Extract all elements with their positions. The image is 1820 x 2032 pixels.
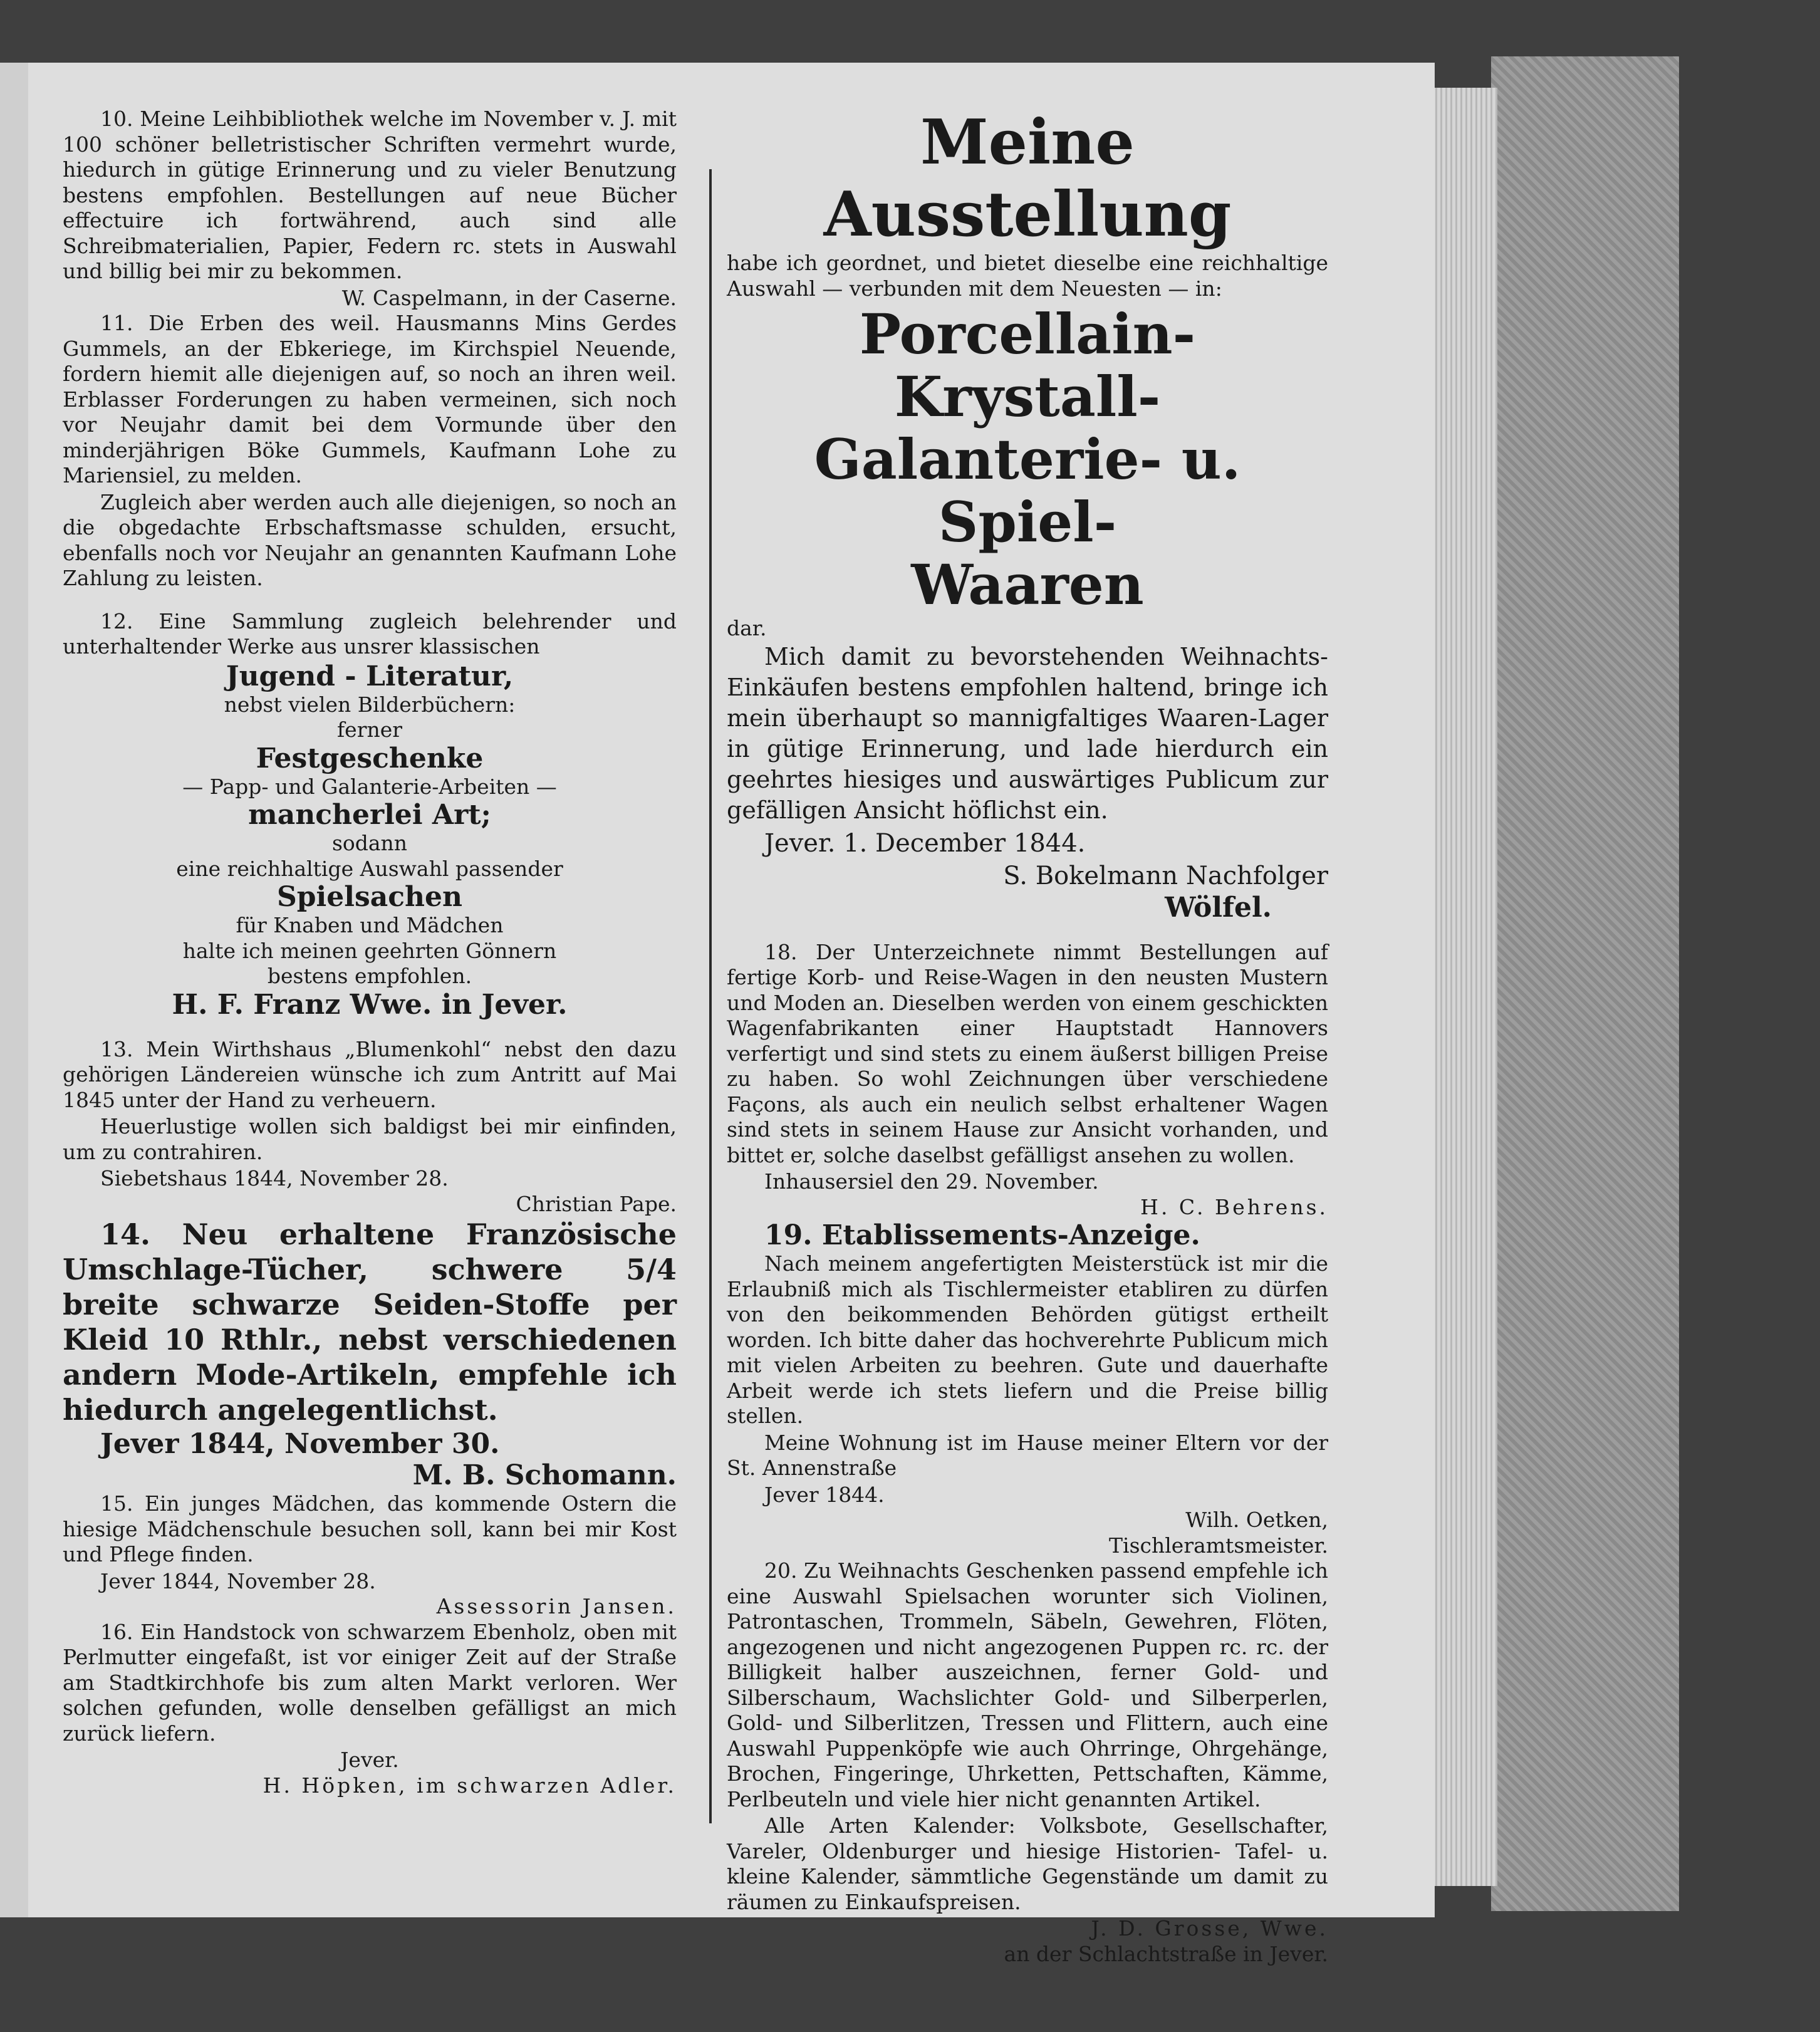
ad-12-line-10: für Knaben und Mädchen [236, 913, 504, 937]
ad-16-signature: H. Höpken, im schwarzen Adler. [263, 1773, 677, 1798]
ad-17-body: Mich damit zu bevorstehenden Weihnachts-Einkäufen bestens empfohlen haltend, bringe ich mein überhaupt so mannigfaltiges Waaren-Lager in gütige Erinnerung, und lade hierdurch ein geehrtes hiesiges und auswärtiges Publicum zur gefälligen Ansicht höflichst ein. [727, 642, 1328, 824]
ad-12-line-7: sodann [331, 831, 408, 855]
ad-19-body: Nach meinem angefertigten Meisterstück ist mir die Erlaubniß mich als Tischlermeister etabliren zu dürfen von den beikommenden Behörden gütigst ertheilt worden. Ich bitte daher das hochverehrte Publicum mich mit vielen Arbeiten zu beehren. Gute und dauerhafte Arbeit werde ich stets liefern und die Preise billig stellen. [727, 1251, 1328, 1428]
ad-12-intro: 12. Eine Sammlung zugleich belehrender und unterhaltender Werke aus unsrer klassischen [63, 608, 677, 659]
ad-18-date: Inhausersiel den 29. November. [764, 1169, 1099, 1194]
ad-11-body: 11. Die Erben des weil. Hausmanns Mins Gerdes Gummels, an der Ebkeriege, im Kirchspiel Neuende, fordern hiemit alle diejenigen auf, so noch an ihren weil. Erblasser Forderungen zu haben vermeinen, sich noch vor Neujahr damit bei dem Vormunde über den minderjährigen Böke Gummels, Kaufmann Lohe zu Mariensiel, zu melden. [63, 311, 677, 487]
ad-12-line-3: ferner [336, 717, 403, 742]
ad-13 [63, 1037, 677, 1217]
ad-14-date: Jever 1844, November 30. [100, 1428, 500, 1460]
ad-20-signature-1: J. D. Grosse, Wwe. [1091, 1916, 1328, 1941]
ad-17-intro: habe ich geordnet, und bietet dieselbe eine reichhaltige Auswahl — verbunden mit dem Neuesten — in: [727, 251, 1328, 301]
ad-11 [63, 311, 677, 591]
column-divider [709, 169, 712, 1823]
ad-12-line-11: halte ich meinen geehrten Gönnern [182, 938, 557, 963]
ad-12-line-5: — Papp- und Galanterie-Arbeiten — [182, 774, 557, 799]
ad-17-date: Jever. 1. December 1844. [764, 828, 1086, 858]
ad-19-signature-2: Tischleramtsmeister. [1109, 1533, 1328, 1558]
ad-18 [727, 940, 1328, 1221]
ad-14-signature: M. B. Schomann. [412, 1459, 677, 1491]
ad-12-signature: H. F. Franz Wwe. in Jever. [172, 988, 568, 1021]
ad-17-goods-1: Porcellain- Krystall- [859, 301, 1196, 429]
ad-12 [63, 609, 677, 1021]
ad-19 [727, 1220, 1328, 1558]
ad-13-signature: Christian Pape. [516, 1191, 677, 1216]
ad-11-body-2: Zugleich aber werden auch alle diejenigen, so noch an die obgedachte Erbschaftsmasse schulden, ersucht, ebenfalls noch vor Neujahr an genannten Kaufmann Lohe Zahlung zu leisten. [63, 489, 677, 590]
ad-10-body: 10. Meine Leihbibliothek welche im November v. J. mit 100 schöner belletristischer Schriften vermehrt wurde, hiedurch in gütige Erinnerung und zu vieler Benutzung bestens empfohlen. Bestellungen auf neue Bücher effectuire ich fortwährend, auch sind alle Schreibmaterialien, Papier, Federn rc. stets in Auswahl und billig bei mir zu bekommen. [63, 107, 677, 283]
ad-13-body: 13. Mein Wirthshaus „Blumenkohl“ nebst den dazu gehörigen Ländereien wünsche ich zum Antritt auf Mai 1845 unter der Hand zu verheuern. [63, 1036, 677, 1112]
ad-17 [727, 107, 1328, 924]
ad-19-signature-1: Wilh. Oetken, [1185, 1508, 1328, 1532]
ad-17-headline: Meine Ausstellung [823, 107, 1232, 251]
ad-20-body: 20. Zu Weihnachts Geschenken passend empfehle ich eine Auswahl Spielsachen worunter sich Violinen, Patrontaschen, Trommeln, Säbeln, Gewehren, Flöten, angezogenen und nicht angezogenen Puppen rc. rc. der Billigkeit halber auszeichnen, ferner Gold- und Silberschaum, Wachslichter Gold- und Silberperlen, Gold- und Silberlitzen, Tressen und Flittern, auch eine Auswahl Puppenköpfe wie auch Ohrringe, Ohrgehänge, Brochen, Fingeringe, Uhrketten, Pettschaften, Kämme, Perlbeuteln und viele hier nicht genannten Artikel. [727, 1558, 1328, 1811]
ad-13-date: Siebetshaus 1844, November 28. [100, 1166, 449, 1191]
ad-18-body: 18. Der Unterzeichnete nimmt Bestellungen auf fertige Korb- und Reise-Wagen in den neusten Mustern und Moden an. Dieselben werden von einem geschickten Wagenfabrikanten einer Hauptstadt Hannovers verfertigt und sind stets zu einem äußerst billigen Preise zu haben. So wohl Zeichnungen über verschiedene Façons, als auch ein neulich selbst erhaltener Wagen sind stets in seinem Hause zur Ansicht vorhanden, und bittet er, solche daselbst gefälligst ansehen zu wollen. [727, 939, 1328, 1167]
ad-10 [63, 107, 677, 311]
ad-17-signature-2: Wölfel. [1165, 891, 1272, 924]
ad-17-dar: dar. [727, 616, 767, 640]
book-cover-edge [1491, 56, 1679, 1911]
ad-12-line-9: Spielsachen [276, 881, 462, 913]
ad-20 [727, 1558, 1328, 1967]
ad-19-date: Jever 1844. [764, 1482, 885, 1507]
ad-16-body: 16. Ein Handstock von schwarzem Ebenholz, oben mit Perlmutter eingefaßt, ist vor einiger Zeit auf der Straße am Stadtkirchhofe bis zum alten Markt verloren. Wer solchen gefunden, wolle denselben gefälligst an mich zurück liefern. [63, 1619, 677, 1746]
ad-17-goods-3: Waaren [911, 552, 1144, 617]
right-column [727, 107, 1328, 1967]
ad-15-date: Jever 1844, November 28. [100, 1568, 376, 1593]
ad-20-signature-2: an der Schlachtstraße in Jever. [1004, 1941, 1328, 1966]
ad-12-line-8: eine reichhaltige Auswahl passender [176, 856, 563, 881]
ad-12-line-6: mancherlei Art; [248, 799, 491, 831]
ad-10-signature: W. Caspelmann, in der Caserne. [341, 285, 677, 310]
ad-18-signature: H. C. Behrens. [1140, 1194, 1328, 1219]
ad-16 [63, 1620, 677, 1799]
book-spine [0, 63, 28, 1917]
ad-16-place: Jever. [340, 1748, 399, 1772]
ad-17-goods-2: Galanterie- u. Spiel- [814, 427, 1241, 555]
ad-15-signature: Assessorin Jansen. [436, 1594, 677, 1618]
ad-15 [63, 1491, 677, 1620]
ad-20-body-2: Alle Arten Kalender: Volksbote, Gesellschafter, Vareler, Oldenburger und hiesige Historien- Tafel- u. kleine Kalender, sämmtliche Gegenstände um damit zu räumen zu Einkaufspreisen. [727, 1813, 1328, 1914]
ad-14-body: 14. Neu erhaltene Französische Umschlage-Tücher, schwere 5/4 breite schwarze Seiden-Stoffe per Kleid 10 Rthlr., nebst verschiedenen andern Mode-Artikeln, empfehle ich hiedurch angelegentlichst. [63, 1217, 677, 1427]
ad-13-body-2: Heuerlustige wollen sich baldigst bei mir einfinden, um zu contrahiren. [63, 1114, 677, 1164]
ad-14 [63, 1217, 677, 1491]
ad-12-line-2: nebst vielen Bilderbüchern: [224, 692, 516, 717]
ad-15-body: 15. Ein junges Mädchen, das kommende Ostern die hiesige Mädchenschule besuchen soll, kann bei mir Kost und Pflege finden. [63, 1491, 677, 1566]
ad-19-body-2: Meine Wohnung ist im Hause meiner Eltern vor der St. Annenstraße [727, 1430, 1328, 1480]
left-column [63, 107, 677, 1798]
ad-12-line-1: Jugend - Literatur, [226, 660, 514, 692]
ad-19-title: 19. Etablissements-Anzeige. [764, 1219, 1200, 1251]
ad-12-line-12: bestens empfohlen. [267, 964, 472, 988]
ad-17-signature-1: S. Bokelmann Nachfolger [1003, 861, 1328, 890]
ad-12-line-4: Festgeschenke [256, 742, 484, 774]
